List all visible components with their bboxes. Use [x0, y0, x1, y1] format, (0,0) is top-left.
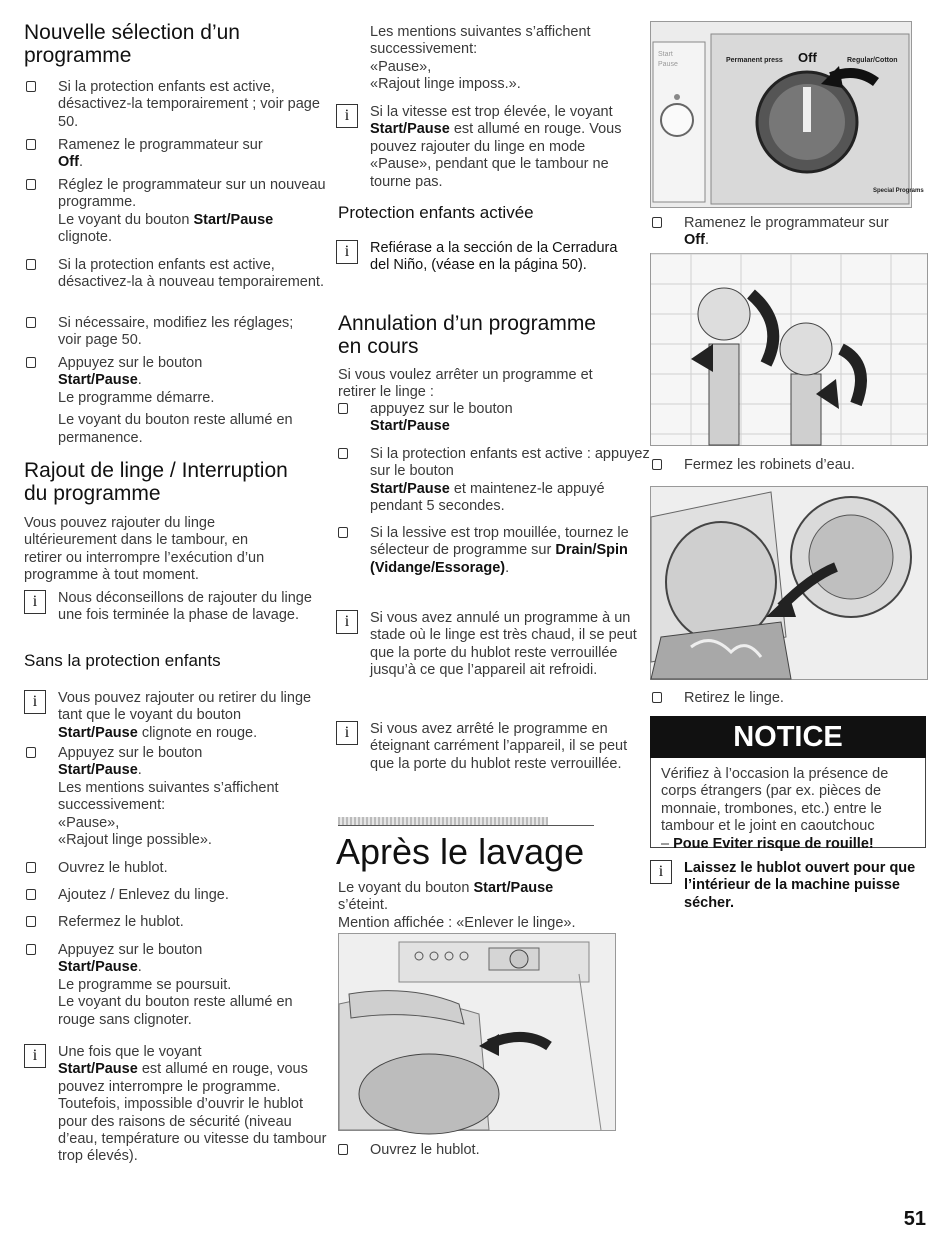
info-note: i Si vous avez arrêté le programme en éteignant carrément l’appareil, il se peut que la porte du hublot reste verrouillée. [336, 721, 640, 773]
checkbox-bullet-icon [26, 259, 36, 270]
svg-text:Off: Off [798, 50, 817, 65]
info-icon: i [336, 721, 358, 745]
info-icon: i [24, 690, 46, 714]
checkbox-bullet-icon [652, 692, 662, 703]
info-note: i Une fois que le voyant Start/Pause est allumé en rouge, vous pouvez interrompre le programme. Toutefois, impossible d’ouvrir le hublot pour des raisons de sécurité (niveau d’eau, température ou vitesse du tambour trop élevés). [24, 1044, 328, 1166]
svg-text:Special Programs: Special Programs [873, 188, 924, 194]
divider-line [338, 825, 594, 826]
checkbox-bullet-icon [26, 916, 36, 927]
list-item: Si la protection enfants est active, désactivez-la à nouveau temporairement. [24, 257, 328, 292]
list-item: Si la protection enfants est active, désactivez-la temporairement ; voir page 50. [24, 79, 328, 131]
heading-protection-enfants: Protection enfants activée [338, 203, 534, 222]
list-item: Appuyez sur le bouton Start/Pause. Le programme démarre. Le voyant du bouton reste allumé en permanence. [24, 355, 328, 447]
section-divider [338, 817, 594, 827]
paragraph: Les mentions suivantes s’affichent successivement: «Pause», «Rajout linge imposs.». [370, 24, 591, 93]
info-icon: i [24, 590, 46, 614]
checkbox-bullet-icon [652, 217, 662, 228]
info-note: i Nous déconseillons de rajouter du linge une fois terminée la phase de lavage. [24, 590, 328, 625]
washer-door-illustration [339, 934, 615, 1130]
paragraph: Vous pouvez rajouter du linge ultérieurement dans le tambour, en retirer ou interrompre l’exécution d’un programme à tout moment. [24, 515, 265, 584]
checkbox-bullet-icon [26, 747, 36, 758]
page-number: 51 [903, 1208, 926, 1230]
list-item: Ramenez le programmateur sur Off. [650, 215, 942, 250]
paragraph: Le voyant du bouton Start/Pause s’éteint. Mention affichée : «Enlever le linge». [338, 880, 576, 931]
checkbox-bullet-icon [26, 357, 36, 368]
divider-shading [338, 817, 548, 825]
checkbox-bullet-icon [26, 179, 36, 190]
illustration-program-dial [650, 21, 924, 208]
program-dial-illustration [651, 22, 924, 207]
list-item: Si la lessive est trop mouillée, tournez le sélecteur de programme sur Drain/Spin (Vidange/Essorage). [336, 525, 652, 577]
info-note: i Si la vitesse est trop élevée, le voyant Start/Pause est allumé en rouge. Vous pouvez rajouter du linge en mode «Pause», pendant que le tambour ne tourne pas. [336, 104, 640, 191]
heading-nouvelle-selection: Nouvelle sélection d’un programme [24, 21, 240, 67]
svg-text:Pause: Pause [658, 61, 678, 68]
paragraph: Si vous voulez arrêter un programme et retirer le linge : [338, 367, 593, 401]
list-item: Si la protection enfants est active : appuyez sur le bouton Start/Pause et maintenez-le appuyé pendant 5 secondes. [336, 446, 650, 516]
list-item: Ramenez le programmateur sur Off. [24, 137, 328, 172]
svg-text:Permanent press: Permanent press [726, 57, 783, 64]
list-item: Ouvrez le hublot. [336, 1142, 640, 1159]
heading-annulation: Annulation d’un programme en cours [338, 312, 596, 358]
list-item: appuyez sur le bouton Start/Pause [336, 401, 640, 436]
info-icon: i [650, 860, 672, 884]
list-item: Fermez les robinets d’eau. [650, 457, 942, 474]
info-icon: i [24, 1044, 46, 1068]
illustration-remove-laundry [650, 486, 928, 680]
list-item: Appuyez sur le bouton Start/Pause. Les mentions suivantes s’affichent successivement: «Pause», «Rajout linge possible». [24, 745, 328, 849]
list-item: Retirez le linge. [650, 690, 942, 707]
info-icon: i [336, 104, 358, 128]
checkbox-bullet-icon [26, 139, 36, 150]
remove-laundry-illustration [651, 487, 927, 679]
checkbox-bullet-icon [26, 81, 36, 92]
checkbox-bullet-icon [338, 1144, 348, 1155]
illustration-water-taps [650, 253, 928, 446]
info-icon: i [336, 240, 358, 264]
info-note: i Refiérase a la sección de la Cerradura del Niño, (véase en la página 50). [336, 240, 640, 275]
illustration-open-door [338, 933, 616, 1131]
heading-rajout-linge: Rajout de linge / Interruption du programme [24, 459, 288, 505]
list-item: Appuyez sur le bouton Start/Pause. Le programme se poursuit. Le voyant du bouton reste allumé en rouge sans clignoter. [24, 942, 328, 1029]
checkbox-bullet-icon [652, 459, 662, 470]
water-taps-illustration [651, 254, 927, 445]
checkbox-bullet-icon [26, 317, 36, 328]
list-item: Refermez le hublot. [24, 914, 328, 931]
checkbox-bullet-icon [26, 862, 36, 873]
heading-apres-lavage: Après le lavage [336, 831, 585, 872]
checkbox-bullet-icon [338, 448, 348, 459]
checkbox-bullet-icon [338, 527, 348, 538]
list-item: Ouvrez le hublot. [24, 860, 328, 877]
svg-text:Start: Start [658, 51, 673, 58]
checkbox-bullet-icon [26, 944, 36, 955]
notice-header: NOTICE [650, 716, 926, 758]
info-note: i Laissez le hublot ouvert pour que l’intérieur de la machine puisse sécher. [650, 860, 946, 912]
notice-body: Vérifiez à l’occasion la présence de corps étrangers (par ex. pièces de monnaie, trombones, etc.) entre le tambour et le joint en caoutchouc – Poue Eviter risque de rouille! [650, 758, 926, 848]
info-note: i Vous pouvez rajouter ou retirer du linge tant que le voyant du bouton Start/Pause clignote en rouge. [24, 690, 328, 742]
checkbox-bullet-icon [26, 889, 36, 900]
svg-text:Regular/Cotton: Regular/Cotton [847, 57, 898, 64]
list-item: Ajoutez / Enlevez du linge. [24, 887, 328, 904]
info-note: i Si vous avez annulé un programme à un stade où le linge est très chaud, il se peut que la porte du hublot reste verrouillée jusqu’à ce que l’appareil ait refroidi. [336, 610, 640, 680]
list-item: Si nécessaire, modifiez les réglages; voir page 50. [24, 315, 308, 350]
list-item: Réglez le programmateur sur un nouveau programme. Le voyant du bouton Start/Pause clignote. [24, 177, 328, 247]
info-icon: i [336, 610, 358, 634]
heading-sans-protection: Sans la protection enfants [24, 651, 221, 670]
checkbox-bullet-icon [338, 403, 348, 414]
